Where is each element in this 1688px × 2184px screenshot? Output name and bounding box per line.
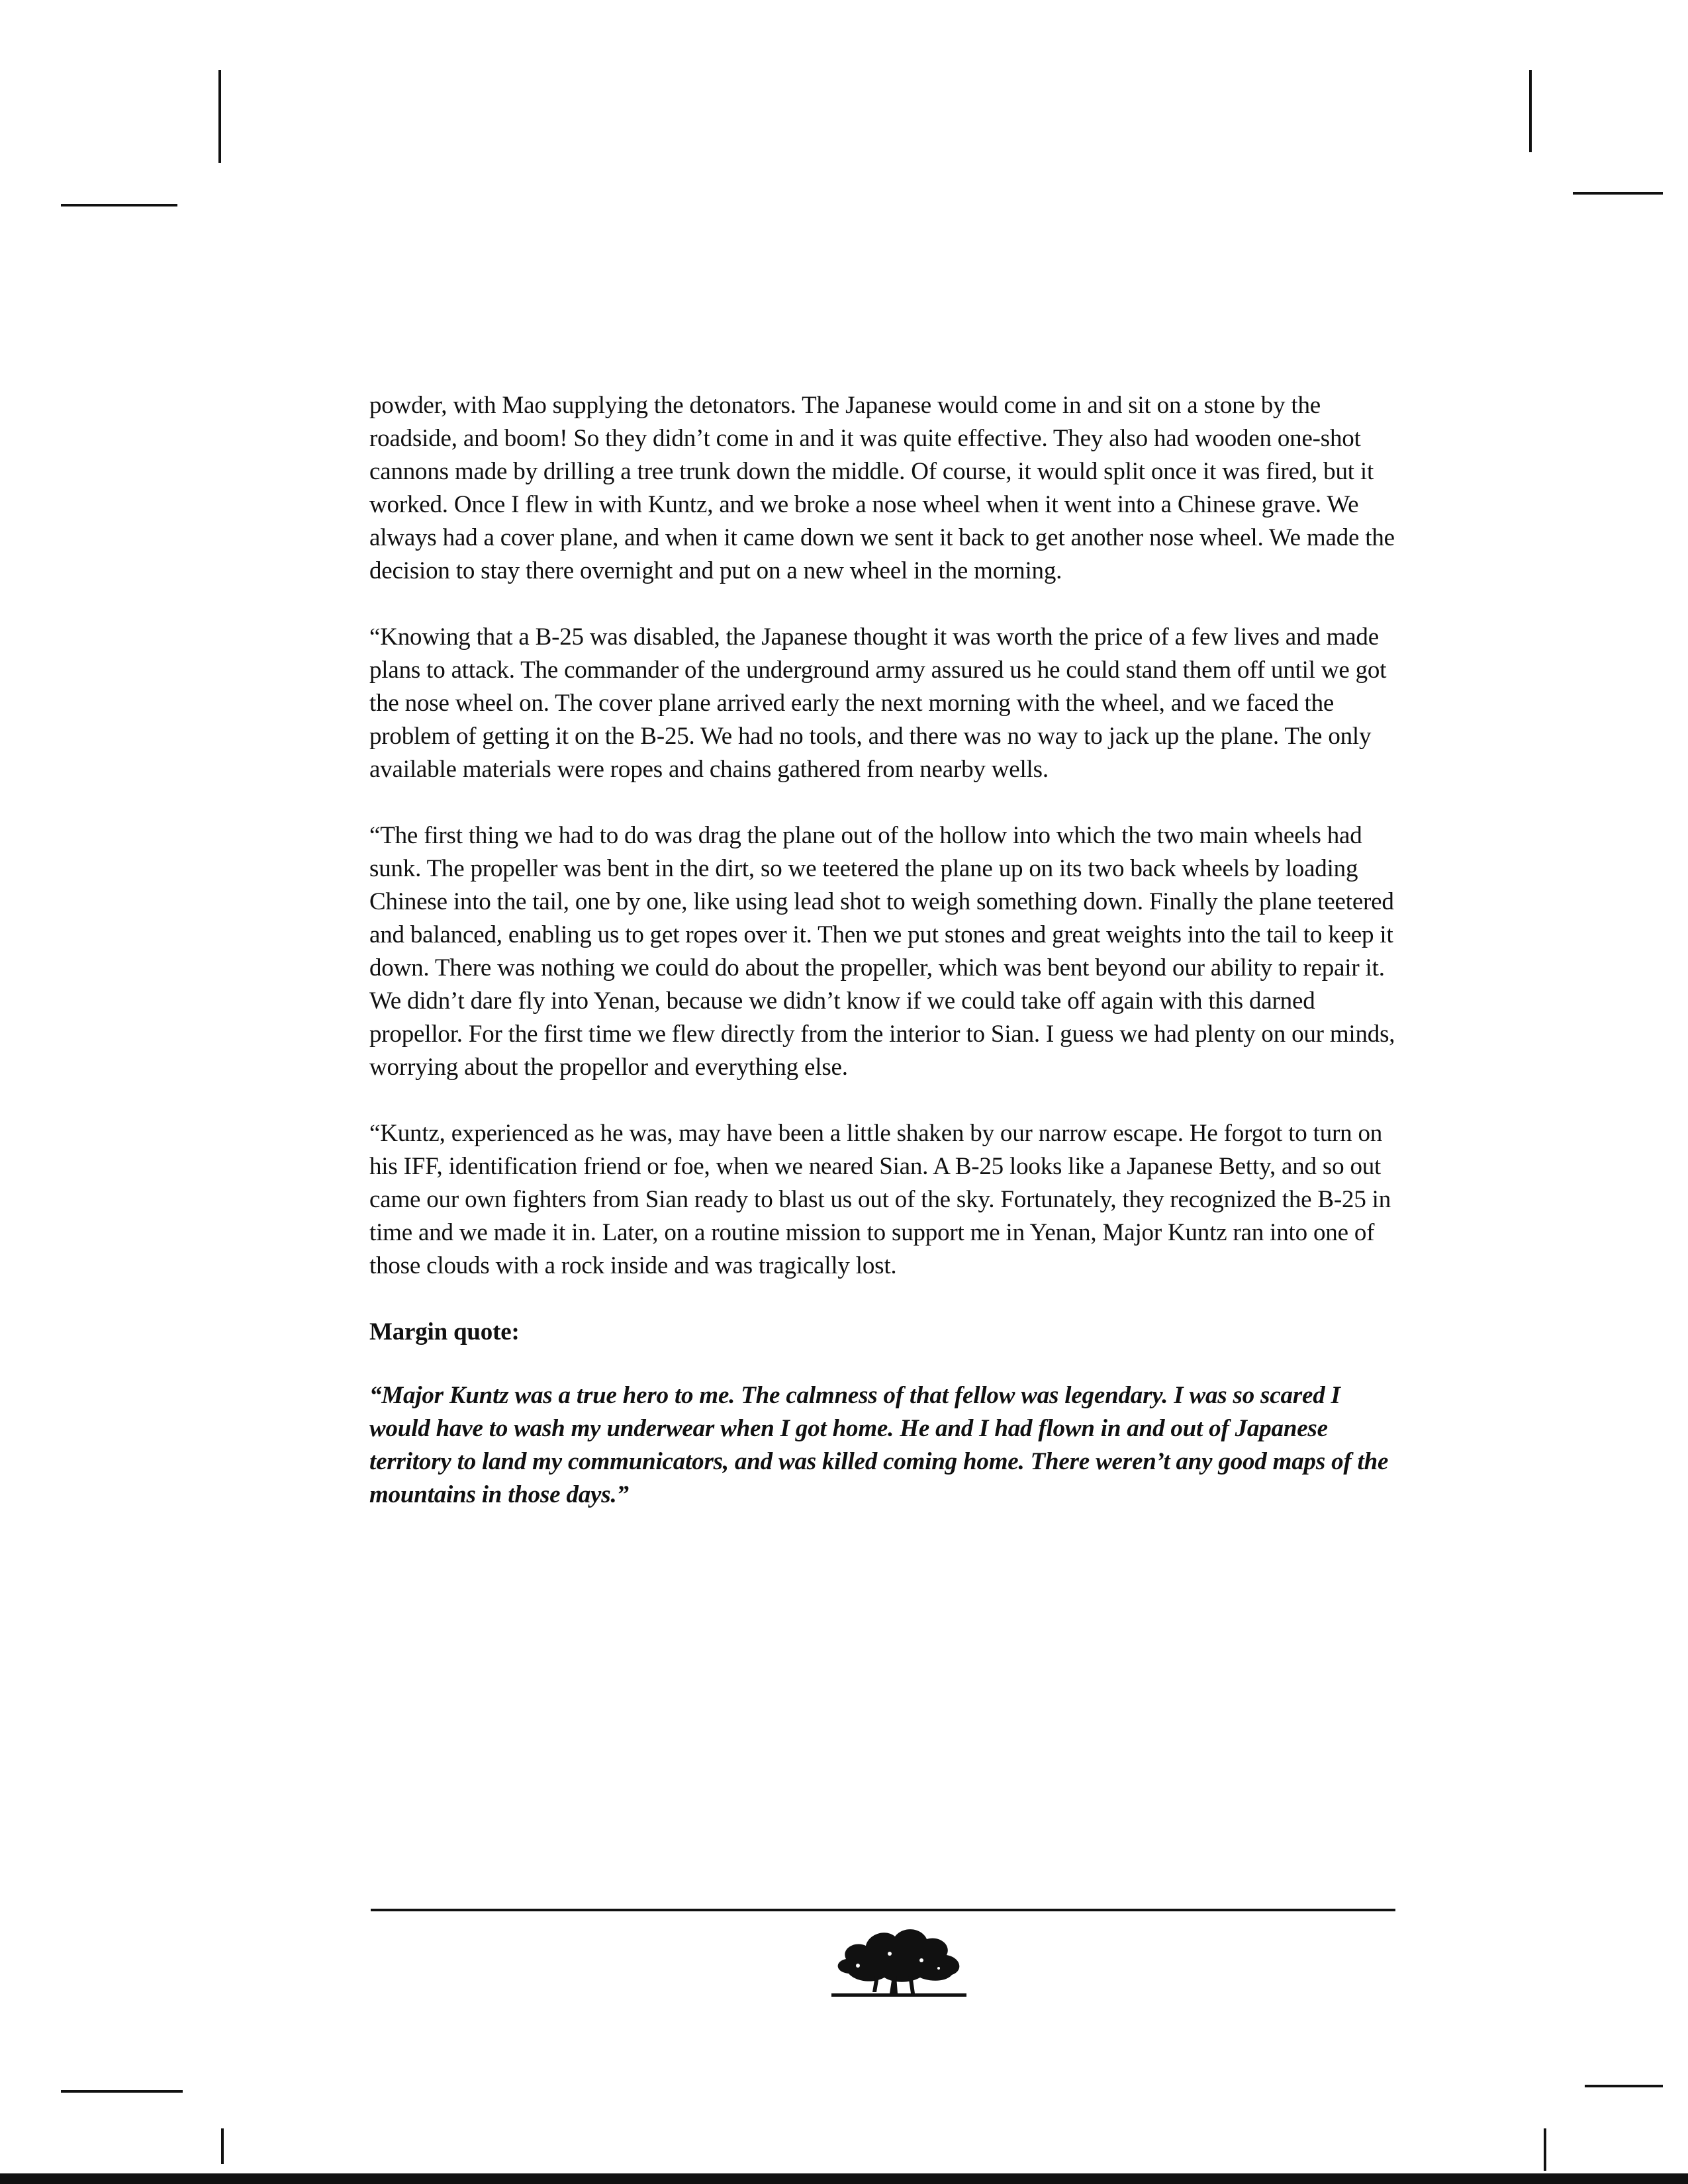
- paragraph-2: “Knowing that a B-25 was disabled, the Japanese thought it was worth the price of a few lives and made plans to attack. The commander of the underground army assured us he could stand them off until we got the nose wheel on. The cover plane arrived early the next morning with the wheel, and we faced the problem of getting it on the B-25. We had no tools, and there was no way to jack up the plane. The only available materials were ropes and chains gathered from nearby wells.: [369, 623, 1387, 783]
- footer-rule: [371, 1909, 1395, 1911]
- document-body: [369, 389, 1403, 1512]
- paragraph-3: “The first thing we had to do was drag the plane out of the hollow into which the two main wheels had sunk. The propeller was bent in the dirt, so we teetered the plane up on its two back wheels by loading Chinese into the tail, one by one, like using lead shot to weigh something down. Finally the plane teetered and balanced, enabling us to get ropes over it. Then we put stones and great weights into the tail to keep it down. There was nothing we could do about the propeller, which was bent beyond our ability to repair it. We didn’t dare fly into Yenan, because we didn’t know if we could take off again with this darned propellor. For the first time we flew directly from the interior to Sian. I guess we had plenty on our minds, worrying about the propellor and everything else.: [369, 822, 1395, 1081]
- crop-mark-bottom-right-vertical: [1544, 2128, 1546, 2171]
- crop-mark-top-left-horizontal: [61, 204, 177, 206]
- crop-mark-bottom-right-horizontal: [1585, 2085, 1663, 2087]
- scan-bottom-edge: [0, 2173, 1688, 2184]
- tree-icon: [829, 1919, 969, 2005]
- crop-mark-bottom-left-vertical: [221, 2128, 224, 2164]
- paragraph-4: “Kuntz, experienced as he was, may have been a little shaken by our narrow escape. He forgot to turn on his IFF, identification friend or foe, when we neared Sian. A B-25 looks like a Japanese Betty, and so out came our own fighters from Sian ready to blast us out of the sky. Fortunately, they recognized the B-25 in time and we made it in. Later, on a routine mission to support me in Yenan, Major Kuntz ran into one of those clouds with a rock inside and was tragically lost.: [369, 1120, 1391, 1279]
- margin-quote-label: Margin quote:: [369, 1318, 520, 1345]
- crop-mark-top-left-vertical: [218, 70, 221, 163]
- margin-quote: “Major Kuntz was a true hero to me. The calmness of that fellow was legendary. I was so scared I would have to wash my underwear when I got home. He and I had flown in and out of Japanese territory to land my communicators, and was killed coming home. There weren’t any good maps of the mountains in those days.”: [369, 1382, 1389, 1508]
- paragraph-1: powder, with Mao supplying the detonators. The Japanese would come in and sit on a stone by the roadside, and boom! So they didn’t come in and it was quite effective. They also had wooden one-shot cannons made by drilling a tree trunk down the middle. Of course, it would split once it was fired, but it worked. Once I flew in with Kuntz, and we broke a nose wheel when it went into a Chinese grave. We always had a cover plane, and when it came down we sent it back to get another nose wheel. We made the decision to stay there overnight and put on a new wheel in the morning.: [369, 392, 1395, 584]
- crop-mark-top-right-vertical: [1529, 70, 1532, 152]
- crop-mark-bottom-left-horizontal: [61, 2090, 183, 2093]
- crop-mark-top-right-horizontal: [1573, 192, 1663, 195]
